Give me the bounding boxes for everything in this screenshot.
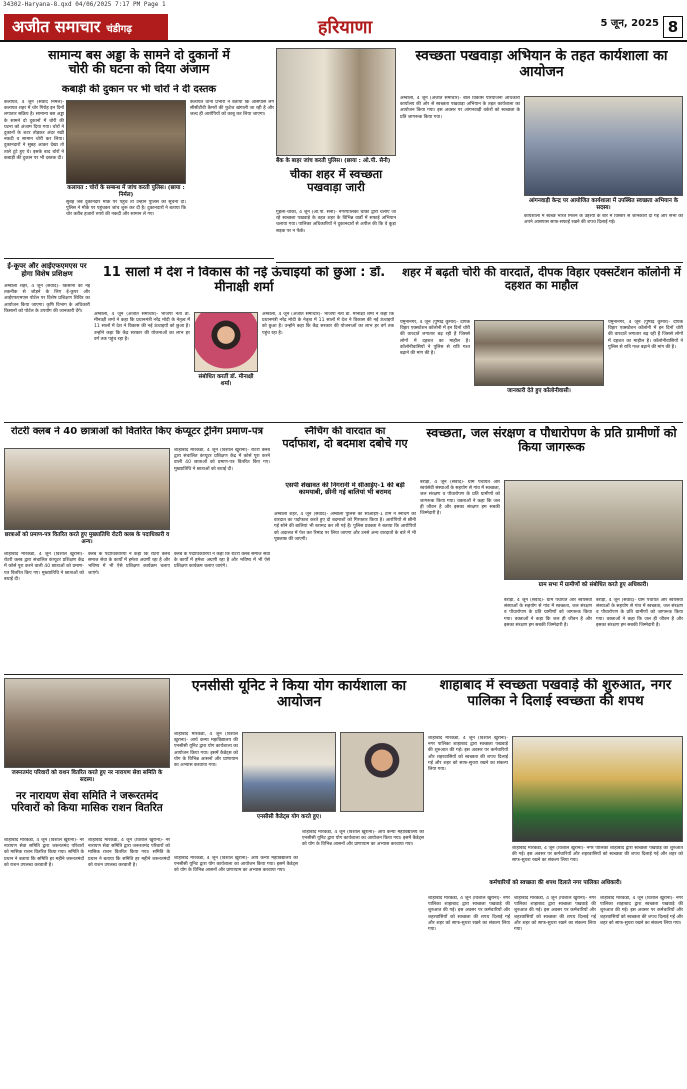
logo-text: अजीत समाचार	[12, 17, 101, 36]
story-body: बराड़ा, 4 जून (संवाद)- ग्राम पंचायत और स्वयंसेवी संस्थाओं के सहयोग से गांव में स्वच्छता, जल संरक्षण व पौधारोपण के प्रति ग्रामीणों को जागरूक किया गया। वक्ताओं ने कहा कि जल ही जीवन है और इसका संरक्षण हम सबकी जिम्मेदारी है।	[420, 480, 500, 517]
photo-caption: जरूरतमंद परिवारों को राशन वितरित करते हुए नर नारायण सेवा समिति के सदस्य।	[4, 770, 170, 784]
story-body: शाहाबाद मारकंडा, 4 जून (विशाल खुराना)- आर्य कन्या महाविद्यालय की एनसीसी यूनिट द्वारा योग कार्यशाला का आयोजन किया गया। इसमें कैडेट्स को योग के विभिन्न आसनों और प्राणायाम का अभ्यास करवाया गया।	[174, 856, 298, 874]
news-photo-portrait	[194, 312, 258, 372]
story-body: गुहला-चीका, 4 जून (ओ.पी. सैनी)- नगरपालिका चीका द्वारा चलाए जा रहे स्वच्छता पखवाड़े के तहत शहर के विभिन्न वार्डों में सफाई अभियान चलाया गया। पालिका अधिकारियों ने दुकानदारों से अपील की कि वे कूड़ा सड़क पर न फेंकें।	[276, 210, 396, 234]
story-theft-shops-subhead	[4, 84, 274, 98]
section-rule	[276, 262, 683, 263]
edition-date: 5 जून, 2025	[600, 18, 659, 29]
news-photo-village	[504, 480, 683, 580]
headline: स्वच्छता पखवाड़ा अभियान के तहत कार्यशाला का आयोजन	[415, 48, 668, 81]
news-photo-yoga	[242, 732, 336, 812]
section-title: हरियाणा	[317, 17, 373, 38]
story-body: शाहाबाद मारकंडा, 4 जून (विशाल खुराना)- नगर पालिका शाहाबाद द्वारा स्वच्छता पखवाड़े की शुरुआत की गई। इस अवसर पर कर्मचारियों और शहरवासियों को स्वच्छता की शपथ दिलाई गई और शहर को साफ-सुथरा रखने का संकल्प लिया गया।	[600, 896, 683, 926]
headline: 11 सालों में देश ने विकास की नई ऊंचाइयों को छुआ : डॉ. मीनाक्षी शर्मा	[102, 266, 386, 295]
masthead	[0, 12, 687, 42]
newspaper-logo	[4, 14, 168, 40]
story-body: शाहाबाद मारकंडा, 4 जून (विशाल खुराना)- आर्य कन्या महाविद्यालय की एनसीसी यूनिट द्वारा योग कार्यशाला का आयोजन किया गया। इसमें कैडेट्स को योग के विभिन्न आसनों और प्राणायाम का अभ्यास करवाया गया।	[174, 732, 238, 769]
story-body: यमुनानगर, 4 जून (पुष्पेंद्र कुमार)- दीपक विहार एक्सटेंशन कॉलोनी में इन दिनों चोरी की वारदातें लगातार बढ़ रही हैं जिससे लोगों में दहशत का माहौल है। कॉलोनीवासियों ने पुलिस से रात्रि गश्त बढ़ाने की मांग की है।	[608, 320, 683, 350]
story-body: शाहाबाद मारकंडा, 4 जून (विशाल खुराना)- नर नारायण सेवा समिति द्वारा जरूरतमंद परिवारों को मासिक राशन वितरित किया गया। समिति के प्रधान ने बताया कि समिति हर महीने जरूरतमंदों को राशन उपलब्ध करवाती है।	[88, 838, 170, 868]
headline: स्वच्छता, जल संरक्षण व पौधारोपण के प्रति ग्रामीणों को किया जागरूक	[426, 426, 677, 455]
news-photo-bank	[276, 48, 396, 156]
photo-caption: जानकारी देते हुए कॉलोनीवासी।	[474, 388, 604, 395]
story-snatching-subhead	[274, 482, 416, 510]
logo-city: चंडीगढ़	[106, 24, 132, 35]
photo-caption: आंगनवाड़ी केन्द्र पर आयोजित कार्यशाला में उपस्थित स्वच्छता अभियान के सदस्य।	[524, 198, 683, 212]
story-body: शाहाबाद मारकंडा, 4 जून (विशाल खुराना)- नगर पालिका शाहाबाद द्वारा स्वच्छता पखवाड़े की शुरुआत की गई। इस अवसर पर कर्मचारियों और शहरवासियों को स्वच्छता की शपथ दिलाई गई और शहर को साफ-सुथरा रखने का संकल्प लिया गया।	[514, 896, 596, 933]
story-water-headline	[420, 426, 683, 476]
story-body: शाहाबाद मारकंडा, 4 जून (विशाल खुराना)- नर नारायण सेवा समिति द्वारा जरूरतमंद परिवारों को मासिक राशन वितरित किया गया। समिति के प्रधान ने बताया कि समिति हर महीने जरूरतमंदों को राशन उपलब्ध करवाती है।	[4, 838, 84, 868]
news-photo-students	[4, 448, 170, 530]
story-body: बराड़ा, 4 जून (संवाद)- ग्राम पंचायत और स्वयंसेवी संस्थाओं के सहयोग से गांव में स्वच्छता, जल संरक्षण व पौधारोपण के प्रति ग्रामीणों को जागरूक किया गया। वक्ताओं ने कहा कि जल ही जीवन है और इसका संरक्षण हम सबकी जिम्मेदारी है।	[504, 598, 592, 628]
story-kisan-club	[4, 262, 90, 282]
story-narayan-headline	[4, 790, 170, 834]
print-slug: 34302-Haryana-8.qxd 04/06/2025 7:17 PM Page 1	[3, 1, 166, 8]
story-body: क्लब के पदाधिकारियों ने कहा कि रोटरी क्लब समाज सेवा के कार्यों में हमेशा अग्रणी रहा है और भविष्य में भी ऐसे प्रशिक्षण कार्यक्रम चलाए जाएंगे।	[88, 552, 170, 576]
column-rule	[4, 258, 274, 259]
story-snatching-headline	[274, 426, 416, 480]
headline: ई-कूपर और आईएफएमएस पर होगा विशेष प्रशिक्षण	[7, 262, 87, 279]
news-photo-officer	[340, 732, 424, 812]
story-body: बराड़ा, 4 जून (संवाद)- ग्राम पंचायत और स्वयंसेवी संस्थाओं के सहयोग से गांव में स्वच्छता, जल संरक्षण व पौधारोपण के प्रति ग्रामीणों को जागरूक किया गया। वक्ताओं ने कहा कि जल ही जीवन है और इसका संरक्षण हम सबकी जिम्मेदारी है।	[596, 598, 683, 628]
photo-caption: कलायत : चोरों के सम्बन्ध में जांच करती पुलिस। (छाया : निर्मल)	[67, 185, 185, 198]
story-body: अम्बाला शहर, 4 जून (संवाद)- अम्बाला पुलिस की सीआईए-1 टीम ने स्नैचिंग की वारदात का पर्दाफाश करते हुए दो बदमाशों को गिरफ्तार किया है। आरोपियों से छीनी गई सोने की बालियां भी बरामद कर ली गई हैं। पुलिस प्रवक्ता ने बताया कि आरोपियों को अदालत में पेश कर रिमांड पर लिया जाएगा और उनसे अन्य वारदातों के बारे में भी पूछताछ की जाएगी।	[274, 512, 416, 542]
headline: एनसीसी यूनिट ने किया योग कार्यशाला का आयोजन	[191, 678, 407, 711]
news-photo-shop	[66, 100, 186, 184]
headline: नर नारायण सेवा समिति ने जरूरतमंद परिवारों को किया मासिक राशन वितरित	[11, 790, 163, 815]
photo-caption: कर्मचारियों को स्वच्छता की शपथ दिलाते नगर पालिका अधिकारी।	[428, 880, 683, 887]
story-development-headline	[94, 266, 394, 308]
story-body: शाहाबाद मारकंडा, 4 जून (विशाल खुराना)- नगर पालिका शाहाबाद द्वारा स्वच्छता पखवाड़े की शुरुआत की गई। इस अवसर पर कर्मचारियों और शहरवासियों को स्वच्छता की शपथ दिलाई गई और शहर को साफ-सुथरा रखने का संकल्प लिया गया।	[512, 846, 683, 864]
headline: चीका शहर में स्वच्छता पखवाड़ा जारी	[289, 168, 383, 195]
section-rule	[4, 422, 683, 423]
story-body: अम्बाला, 4 जून (अजीत समाचार)- भाजपा नेता डॉ. मीनाक्षी शर्मा ने कहा कि प्रधानमंत्री नरेंद्र मोदी के नेतृत्व में 11 सालों में देश ने विकास की नई ऊंचाइयों को छुआ है। उन्होंने कहा कि केंद्र सरकार की योजनाओं का लाभ हर वर्ग तक पहुंच रहा है।	[262, 312, 394, 336]
section-rule	[4, 674, 683, 675]
story-body: कलायत थाना प्रभारी ने बताया कि आसपास लगे सीसीटीवी कैमरों की फुटेज खंगाली जा रही है और जल्द ही आरोपियों को काबू कर लिया जाएगा।	[190, 100, 274, 118]
headline: रोटरी क्लब ने 40 छात्राओं को वितरित किए कंप्यूटर ट्रेनिंग प्रमाण-पत्र	[10, 426, 264, 437]
subhead: कबाड़ी की दुकान पर भी चोरों ने दी दस्तक	[61, 84, 217, 95]
story-body: अम्बाला शहर, 4 जून (संवाद)- किसानों को नई तकनीक से जोड़ने के लिए ई-कूपर और आईएफएमएस पोर्टल पर विशेष प्रशिक्षण शिविर का आयोजन किया जाएगा। कृषि विभाग के अधिकारी किसानों को पोर्टल के उपयोग की जानकारी देंगे।	[4, 284, 90, 314]
subhead: एसपी शेखावत की निगरानी में सीआईए-1 की बड़ी कामयाबी, छीनी गई बालियां भी बरामद	[285, 482, 405, 497]
story-body: शाहाबाद मारकंडा, 4 जून (विशाल खुराना)- रोटरी क्लब द्वारा संचालित कंप्यूटर प्रशिक्षण केंद्र में कोर्स पूरा करने वाली 40 छात्राओं को प्रमाण-पत्र वितरित किए गए। मुख्यातिथि ने छात्राओं को बधाई दी।	[4, 552, 84, 582]
photo-caption: एनसीसी कैडेट्स योग करते हुए।	[242, 814, 336, 821]
story-body: कार्यशाला में स्वच्छ भारत मिशन के उद्देश्यों के बारे में विस्तार से जानकारी दी गई और सभी को अपने आसपास साफ-सफाई रखने की शपथ दिलाई गई।	[524, 214, 683, 226]
story-body: शाहाबाद मारकंडा, 4 जून (विशाल खुराना)- नगर पालिका शाहाबाद द्वारा स्वच्छता पखवाड़े की शुरुआत की गई। इस अवसर पर कर्मचारियों और शहरवासियों को स्वच्छता की शपथ दिलाई गई और शहर को साफ-सुथरा रखने का संकल्प लिया गया।	[428, 896, 510, 933]
photo-caption: छात्राओं को प्रमाण-पत्र वितरित करते हुए मुख्यातिथि रोटरी क्लब के पदाधिकारी व अन्य।	[4, 532, 170, 545]
story-body: क्लब के पदाधिकारियों ने कहा कि रोटरी क्लब समाज सेवा के कार्यों में हमेशा अग्रणी रहा है और भविष्य में भी ऐसे प्रशिक्षण कार्यक्रम चलाए जाएंगे।	[174, 552, 270, 570]
story-body: शाहाबाद मारकंडा, 4 जून (विशाल खुराना)- आर्य कन्या महाविद्यालय की एनसीसी यूनिट द्वारा योग कार्यशाला का आयोजन किया गया। इसमें कैडेट्स को योग के विभिन्न आसनों और प्राणायाम का अभ्यास करवाया गया।	[302, 830, 424, 848]
photo-credit: (छाया : ओ.पी. सैनी)	[344, 158, 391, 164]
photo-caption: ग्राम सभा में ग्रामीणों को संबोधित करते हुए अधिकारी।	[504, 582, 683, 589]
story-shahabad-headline	[428, 678, 683, 732]
story-body: कलायत, 4 जून (संवाद निर्मल)- कलायत शहर में चोर गिरोह इन दिनों लगातार सक्रिय है। सामान्य बस अड्डा के सामने दो दुकानों में चोरी की घटना को अंजाम दिया गया। चोरों ने दुकानों के शटर तोड़कर अंदर रखी नकदी व सामान चोरी कर लिया। दुकानदारों ने सुबह आकर देखा तो ताले टूटे हुए थे। इसके बाद चोरों ने कबाड़ी की दुकान पर भी दस्तक दी।	[4, 100, 64, 161]
story-body: सुबह जब दुकानदार मौके पर पहुंचे तो उन्होंने पुलिस को सूचना दी। पुलिस ने मौके पर पहुंचकर जांच शुरू कर दी है। दुकानदारों ने बताया कि चोर करीब हजारों रुपये की नकदी और सामान ले गए।	[66, 200, 186, 218]
story-yoga-headline	[174, 678, 424, 728]
news-photo-residents	[474, 320, 604, 386]
story-body: यमुनानगर, 4 जून (पुष्पेंद्र कुमार)- दीपक विहार एक्सटेंशन कॉलोनी में इन दिनों चोरी की वारदातें लगातार बढ़ रही हैं जिससे लोगों में दहशत का माहौल है। कॉलोनीवासियों ने पुलिस से रात्रि गश्त बढ़ाने की मांग की है।	[400, 320, 470, 357]
story-cleanliness-headline	[400, 48, 683, 92]
story-body: अम्बाला, 4 जून (अजीत समाचार)- बाल विकास परियोजना अधिकारी कार्यालय की ओर से स्वच्छता पखवाड़ा अभियान के तहत कार्यशाला का आयोजन किया गया। इस अवसर पर आंगनवाड़ी वर्करों को स्वच्छता के प्रति जागरूक किया गया।	[400, 96, 520, 120]
story-body: शाहाबाद मारकंडा, 4 जून (विशाल खुराना)- रोटरी क्लब द्वारा संचालित कंप्यूटर प्रशिक्षण केंद्र में कोर्स पूरा करने वाली 40 छात्राओं को प्रमाण-पत्र वितरित किए गए। मुख्यातिथि ने छात्राओं को बधाई दी।	[174, 448, 270, 472]
story-colony-headline	[400, 266, 683, 316]
photo-caption	[276, 158, 396, 165]
headline: पर्दाफाश, दो बदमाश दबोचे गए	[282, 436, 408, 450]
story-rotary-headline	[4, 426, 270, 446]
kicker: सामान्य बस अड्डा के सामने दो दुकानों में	[48, 48, 230, 62]
headline: चोरी की घटना को दिया अंजाम	[68, 61, 210, 77]
caption-text: बैंक के बाहर जांच करती पुलिस।	[276, 158, 343, 164]
story-body: शाहाबाद मारकंडा, 4 जून (विशाल खुराना)- नगर पालिका शाहाबाद द्वारा स्वच्छता पखवाड़े की शुरुआत की गई। इस अवसर पर कर्मचारियों और शहरवासियों को स्वच्छता की शपथ दिलाई गई और शहर को साफ-सुथरा रखने का संकल्प लिया गया।	[428, 736, 508, 773]
news-photo-cleanliness-oath	[512, 736, 683, 842]
news-photo-ration	[4, 678, 170, 768]
headline: शाहाबाद में स्वच्छता पखवाड़े की शुरुआत, नगर पालिका ने दिलाई स्वच्छता की शपथ	[439, 678, 672, 709]
headline: शहर में बढ़ती चोरी की वारदातें, दीपक विहार एक्सटेंशन कॉलोनी में दहशत का माहौल	[402, 266, 681, 293]
page-number: 8	[663, 16, 683, 38]
kicker: स्नैचिंग की वारदात का	[304, 426, 386, 437]
story-theft-shops-headline	[4, 48, 274, 82]
news-photo-workshop	[524, 96, 683, 196]
story-chika-headline	[276, 168, 396, 208]
story-body: अम्बाला, 4 जून (अजीत समाचार)- भाजपा नेता डॉ. मीनाक्षी शर्मा ने कहा कि प्रधानमंत्री नरेंद्र मोदी के नेतृत्व में 11 सालों में देश ने विकास की नई ऊंचाइयों को छुआ है। उन्होंने कहा कि केंद्र सरकार की योजनाओं का लाभ हर वर्ग तक पहुंच रहा है।	[94, 312, 190, 342]
photo-caption: संबोधित करतीं डॉ. मीनाक्षी शर्मा।	[194, 374, 258, 388]
